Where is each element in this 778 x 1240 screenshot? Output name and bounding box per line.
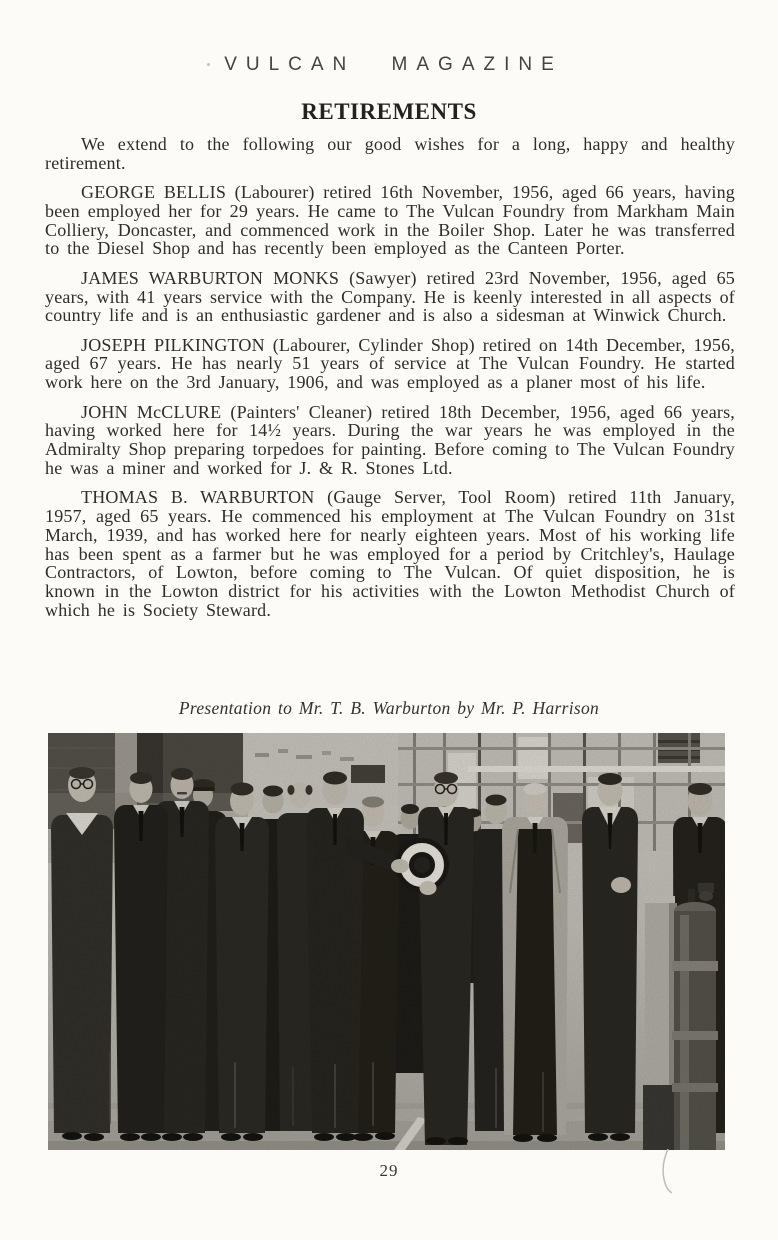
paragraph-intro: We extend to the following our good wishes for a long, happy and healthy retirement. — [45, 134, 735, 173]
magazine-masthead: VULCAN MAGAZINE — [224, 54, 563, 75]
page-number: 29 — [379, 1161, 399, 1180]
film-grain-overlay — [48, 733, 725, 1150]
section-title: RETIREMENTS — [301, 99, 477, 124]
paragraph-john-mcclure: JOHN McCLURE (Painters' Cleaner) retired 18th December, 1956, aged 66 years, having worked here for 14½ years. During the war years he was employed in the Admiralty Shop preparing torpedoes for painting. Before coming to The Vulcan Foundry he was a miner and worked for J. & R. Stones Ltd. — [45, 401, 735, 478]
paragraph-george-bellis: GEORGE BELLIS (Labourer) retired 16th November, 1956, aged 66 years, having been employed her for 29 years. He came to The Vulcan Foundry from Markham Main Colliery, Doncaster, and commenced work in the Boiler Shop. Later he was transferred to the Diesel Shop and has recently been employed as the Canteen Porter. — [45, 182, 735, 259]
paragraph-thomas-warburton: THOMAS B. WARBURTON (Gauge Server, Tool Room) retired 11th January, 1957, aged 65 years. He commenced his employment at The Vulcan Foundry on 31st March, 1939, and has worked here for nearly eighteen years. Most of his working life has been spent as a farmer but he was employed for a period by Critchley's, Haulage Contractors, of Lowton, before coming to The Vulcan. Of quiet disposition, he is known in the Lowton district for his activities with the Lowton Methodist Church of which he is Society Steward. — [45, 487, 735, 621]
photo-caption: Presentation to Mr. T. B. Warburton by Mr. P. Harrison — [178, 698, 600, 718]
article-body — [45, 135, 735, 630]
scan-speck — [207, 63, 210, 66]
group-photo-illustration — [48, 733, 725, 1150]
group-photo — [48, 733, 725, 1150]
scan-artifact-line — [658, 1149, 674, 1195]
paragraph-james-warburton-monks: JAMES WARBURTON MONKS (Sawyer) retired 23rd November, 1956, aged 65 years, with 41 years service with the Company. He is keenly interested in all aspects of country life and is an enthusiastic gardener and is also a sidesman at Winwick Church. — [45, 267, 735, 326]
scan-speck — [374, 243, 377, 245]
paragraph-joseph-pilkington: JOSEPH PILKINGTON (Labourer, Cylinder Shop) retired on 14th December, 1956, aged 67 years. He has nearly 51 years of service at The Vulcan Foundry. He started work here on the 3rd January, 1906, and was employed as a planer most of his life. — [45, 334, 735, 393]
